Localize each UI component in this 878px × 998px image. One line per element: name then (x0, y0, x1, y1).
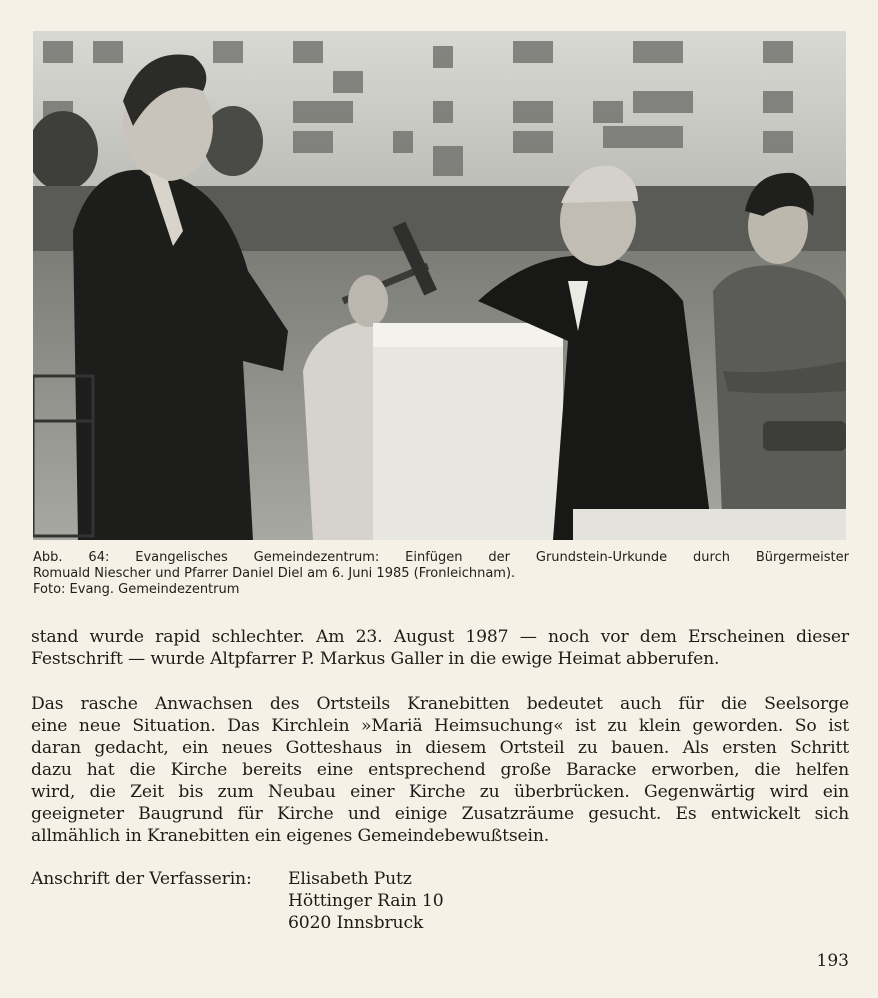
paragraph-line: dazu hat die Kirche bereits eine entsprechend große Baracke erworben, die helfen (31, 760, 849, 780)
paragraph-line: Festschrift — wurde Altpfarrer P. Markus Galler in die ewige Heimat abberufen. (31, 649, 720, 669)
author-address (31, 868, 444, 934)
paragraph-line: stand wurde rapid schlechter. Am 23. August 1987 — noch vor dem Erscheinen dieser (31, 627, 849, 647)
paragraph-kranebitten (31, 693, 849, 847)
address-lines (288, 868, 444, 934)
figure-caption (33, 550, 849, 598)
paragraph-line: geeigneter Baugrund für Kirche und einige Zusatzräume gesucht. Es entwickelt sich (31, 804, 849, 824)
photo-illustration (33, 31, 846, 540)
address-city: 6020 Innsbruck (288, 913, 424, 933)
author-name: Elisabeth Putz (288, 869, 412, 889)
address-street: Höttinger Rain 10 (288, 891, 444, 911)
address-label: Anschrift der Verfasserin: (31, 869, 252, 889)
caption-line-3: Foto: Evang. Gemeindezentrum (33, 582, 240, 597)
caption-line-2: Romuald Niescher und Pfarrer Daniel Diel am 6. Juni 1985 (Fronleichnam). (33, 566, 516, 581)
paragraph-line: wird, die Zeit bis zum Neubau einer Kirche zu überbrücken. Gegenwärtig wird ein (31, 782, 849, 802)
page-number: 193 (816, 951, 849, 971)
paragraph-line: eine neue Situation. Das Kirchlein »Mariä Heimsuchung« ist zu klein geworden. So ist (31, 716, 849, 736)
paragraph-line: allmählich in Kranebitten ein eigenes Gemeindebewußtsein. (31, 826, 550, 846)
photograph (33, 31, 846, 540)
paragraph-line: Das rasche Anwachsen des Ortsteils Kranebitten bedeutet auch für die Seelsorge (31, 694, 849, 714)
paragraph-line: daran gedacht, ein neues Gotteshaus in diesem Ortsteil zu bauen. Als ersten Schritt (31, 738, 849, 758)
caption-line-1: Abb. 64: Evangelisches Gemeindezentrum: Einfügen der Grundstein-Urkunde durch Bürgermeister (33, 550, 849, 565)
paragraph-continuation (31, 626, 849, 670)
